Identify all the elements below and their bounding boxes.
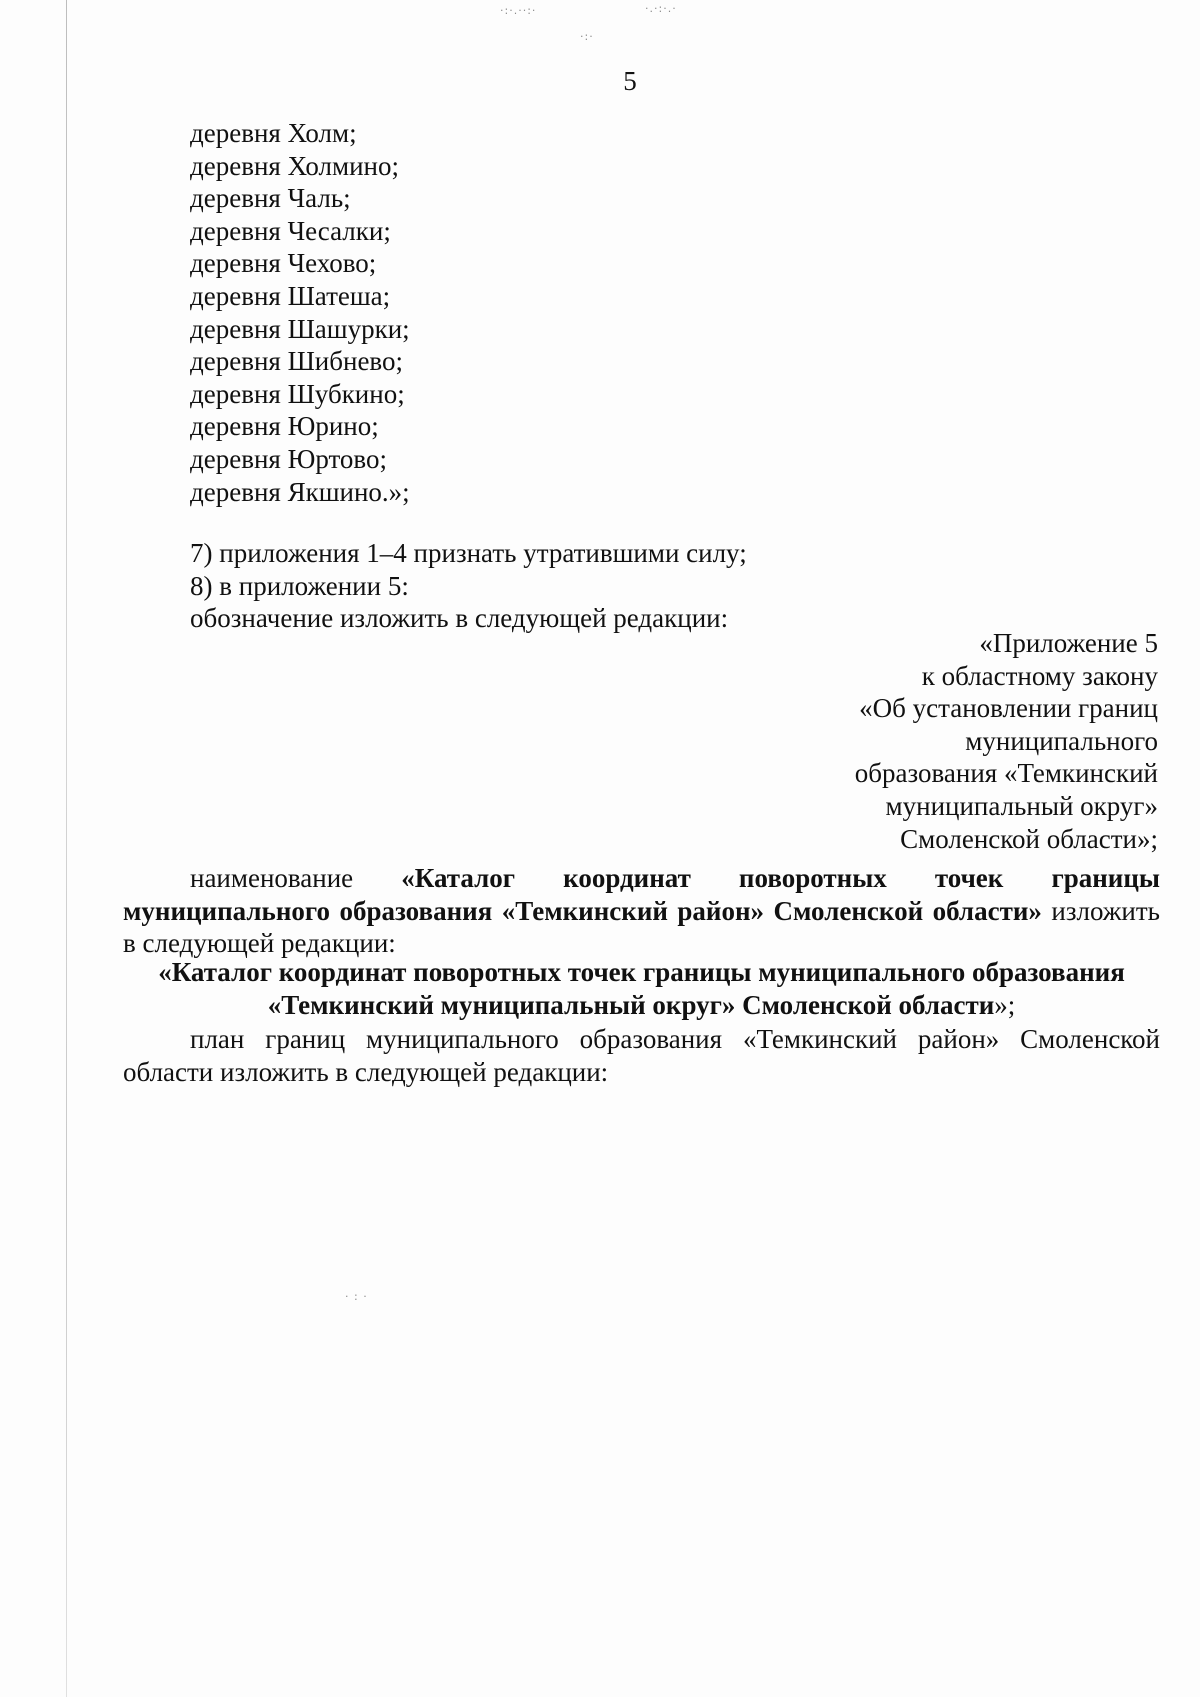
name-paragraph-prefix: наименование <box>190 863 402 893</box>
scan-speckle: · : · <box>345 1290 368 1303</box>
page-number: 5 <box>623 66 637 96</box>
scan-speckle: ·:·.··:· <box>500 4 537 17</box>
catalog-title-line-2-wrapper <box>123 989 1160 1022</box>
appendix-line: образования «Темкинский <box>854 758 1158 789</box>
plan-paragraph: план границ муниципального образования «Темкинский район» Смоленской области изложить в следующей редакции: <box>123 1024 1160 1087</box>
name-paragraph <box>123 862 1160 960</box>
appendix-line: «Приложение 5 <box>979 628 1158 658</box>
appendix-line: к областному закону <box>921 660 1158 691</box>
catalog-title-line-2: «Темкинский муниципальный округ» Смоленской области <box>267 989 995 1020</box>
amendment-items <box>190 537 747 635</box>
list-item: деревня Холмино; <box>190 150 399 181</box>
scan-edge-line <box>66 0 67 1697</box>
list-item: деревня Чаль; <box>190 183 351 214</box>
item-7: 7) приложения 1–4 признать утратившими силу; <box>190 538 747 568</box>
catalog-title <box>123 956 1160 1021</box>
list-item: деревня Шибнево; <box>190 346 403 377</box>
item-8: 8) в приложении 5: <box>190 570 409 601</box>
catalog-title-suffix: »; <box>994 989 1016 1020</box>
list-item: деревня Юртово; <box>190 443 387 474</box>
appendix-designation <box>558 627 1158 855</box>
name-paragraph-old-title: «Каталог координат поворотных точек границы муниципального образования «Темкинский район» Смоленской области» <box>123 863 1160 926</box>
catalog-title-line-1: «Каталог координат поворотных точек границы муниципального образования <box>158 957 1125 987</box>
list-item: деревня Чесалки; <box>190 215 391 246</box>
list-item: деревня Юрино; <box>190 411 379 442</box>
village-list <box>190 117 410 508</box>
list-item: деревня Шашурки; <box>190 313 410 344</box>
list-item: деревня Холм; <box>190 118 357 148</box>
name-paragraph-suffix: изложить в следующей редакции: <box>123 895 1160 959</box>
list-item: деревня Чехово; <box>190 248 377 279</box>
list-item: деревня Якшино.»; <box>190 476 410 507</box>
list-item: деревня Шубкино; <box>190 378 405 409</box>
appendix-line: муниципальный округ» <box>885 790 1158 821</box>
designation-intro: обозначение изложить в следующей редакции: <box>190 603 729 634</box>
list-item: деревня Шатеша; <box>190 280 391 311</box>
scan-speckle: ·:· <box>580 30 594 43</box>
scan-speckle: ·.·:·.· <box>645 2 677 15</box>
appendix-line: муниципального <box>965 725 1158 756</box>
appendix-line: Смоленской области»; <box>900 823 1158 854</box>
appendix-line: «Об установлении границ <box>859 693 1158 724</box>
